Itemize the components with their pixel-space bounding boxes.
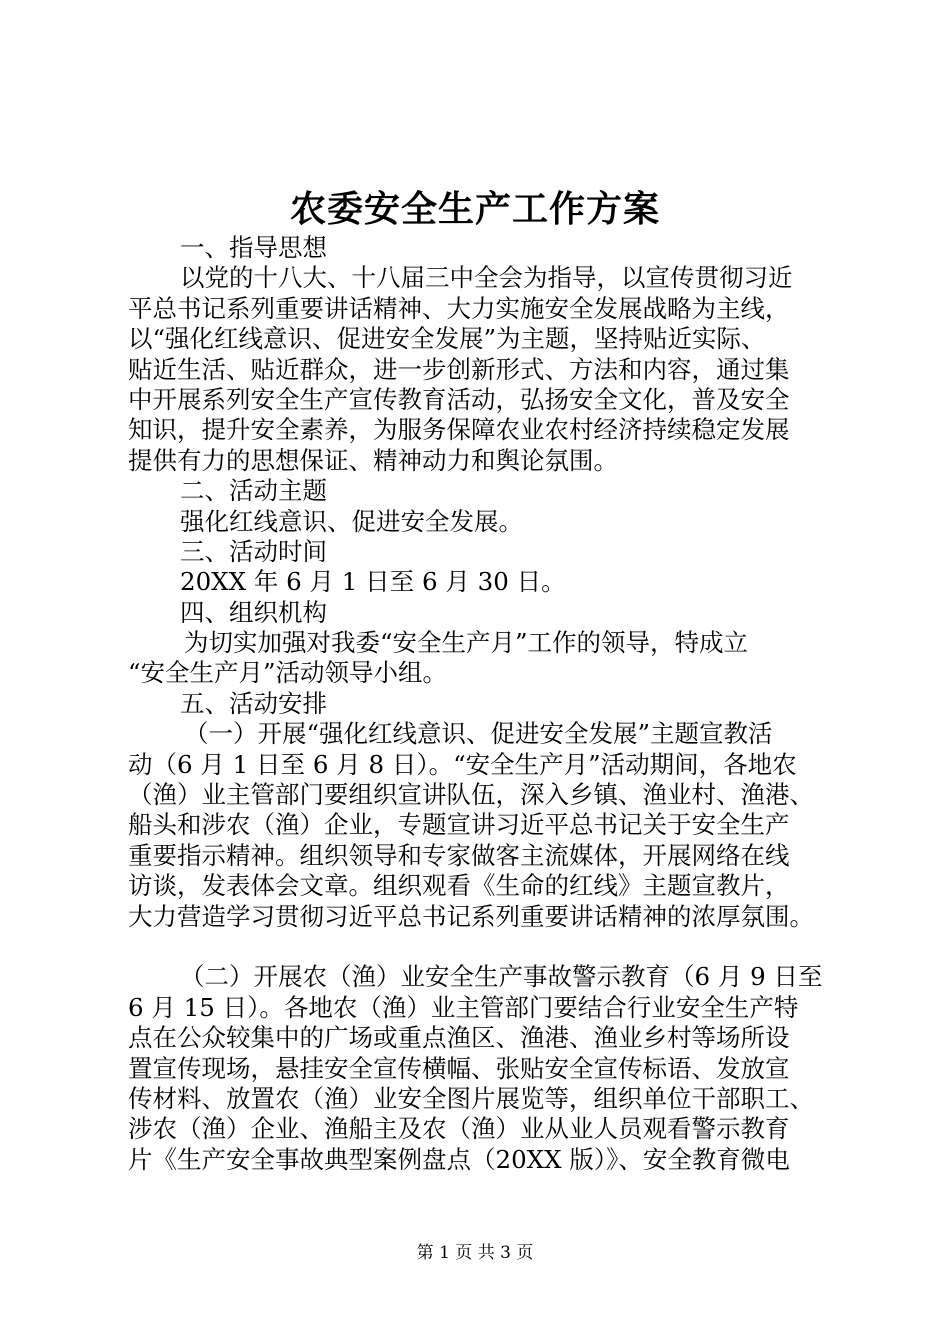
body-line: 重要指示精神。组织领导和专家做客主流媒体，开展网络在线 — [128, 840, 790, 870]
body-line: 贴近生活、贴近群众，进一步创新形式、方法和内容，通过集 — [128, 354, 790, 384]
body-line: 置宣传现场，悬挂安全宣传横幅、张贴安全宣传标语、发放宣 — [128, 1053, 790, 1083]
body-line: 以“强化红线意识、促进安全发展”为主题，坚持贴近实际、 — [128, 324, 766, 354]
body-line: 传材料、放置农（渔）业安全图片展览等，组织单位干部职工、 — [128, 1083, 814, 1113]
body-line: 点在公众较集中的广场或重点渔区、渔港、渔业乡村等场所设 — [128, 1023, 790, 1053]
body-line: 为切实加强对我委“安全生产月”工作的领导，特成立 — [184, 628, 749, 658]
body-line: 6 月 15 日）。各地农（渔）业主管部门要结合行业安全生产特 — [128, 992, 799, 1022]
body-line: 以党的十八大、十八届三中全会为指导，以宣传贯彻习近 — [180, 263, 793, 293]
section-heading-guiding-ideology: 一、指导思想 — [180, 233, 327, 262]
body-line: 涉农（渔）企业、渔船主及农（渔）业从业人员观看警示教育 — [128, 1114, 790, 1144]
body-line: 20XX 年 6 月 1 日至 6 月 30 日。 — [180, 567, 566, 597]
body-line: 访谈，发表体会文章。组织观看《生命的红线》主题宣教片， — [128, 871, 790, 901]
body-line: 大力营造学习贯彻习近平总书记系列重要讲话精神的浓厚氛围。 — [128, 901, 814, 931]
section-heading-organization: 四、组织机构 — [180, 597, 327, 627]
body-line: 动（6 月 1 日至 6 月 8 日）。“安全生产月”活动期间，各地农 — [128, 749, 797, 779]
body-line: 提供有力的思想保证、精神动力和舆论氛围。 — [128, 445, 618, 475]
section-heading-activity-time: 三、活动时间 — [180, 536, 327, 566]
body-line: （一）开展“强化红线意识、促进安全发展”主题宣教活 — [184, 719, 773, 749]
document-body — [128, 233, 836, 1175]
body-line: （渔）业主管部门要组织宣讲队伍，深入乡镇、渔业村、渔港、 — [128, 780, 814, 810]
paragraph-gap — [128, 932, 836, 962]
body-line: 平总书记系列重要讲话精神、大力实施安全发展战略为主线， — [128, 293, 790, 323]
page-number-footer: 第 1 页 共 3 页 — [416, 1243, 534, 1263]
body-line: 强化红线意识、促进安全发展。 — [180, 506, 523, 536]
body-line: 船头和涉农（渔）企业，专题宣讲习近平总书记关于安全生产 — [128, 810, 790, 840]
body-line: 片《生产安全事故典型案例盘点（20XX 版）》、安全教育微电 — [128, 1144, 790, 1174]
body-line: “安全生产月”活动领导小组。 — [128, 658, 448, 688]
body-line: 知识，提升安全素养，为服务保障农业农村经济持续稳定发展 — [128, 415, 790, 445]
section-heading-activity-theme: 二、活动主题 — [180, 476, 327, 506]
section-heading-activity-arrangement: 五、活动安排 — [180, 688, 327, 718]
body-line: 中开展系列安全生产宣传教育活动，弘扬安全文化，普及安全 — [128, 384, 790, 414]
body-line: （二）开展农（渔）业安全生产事故警示教育（6 月 9 日至 — [180, 962, 823, 992]
document-title: 农委安全生产工作方案 — [289, 188, 660, 230]
